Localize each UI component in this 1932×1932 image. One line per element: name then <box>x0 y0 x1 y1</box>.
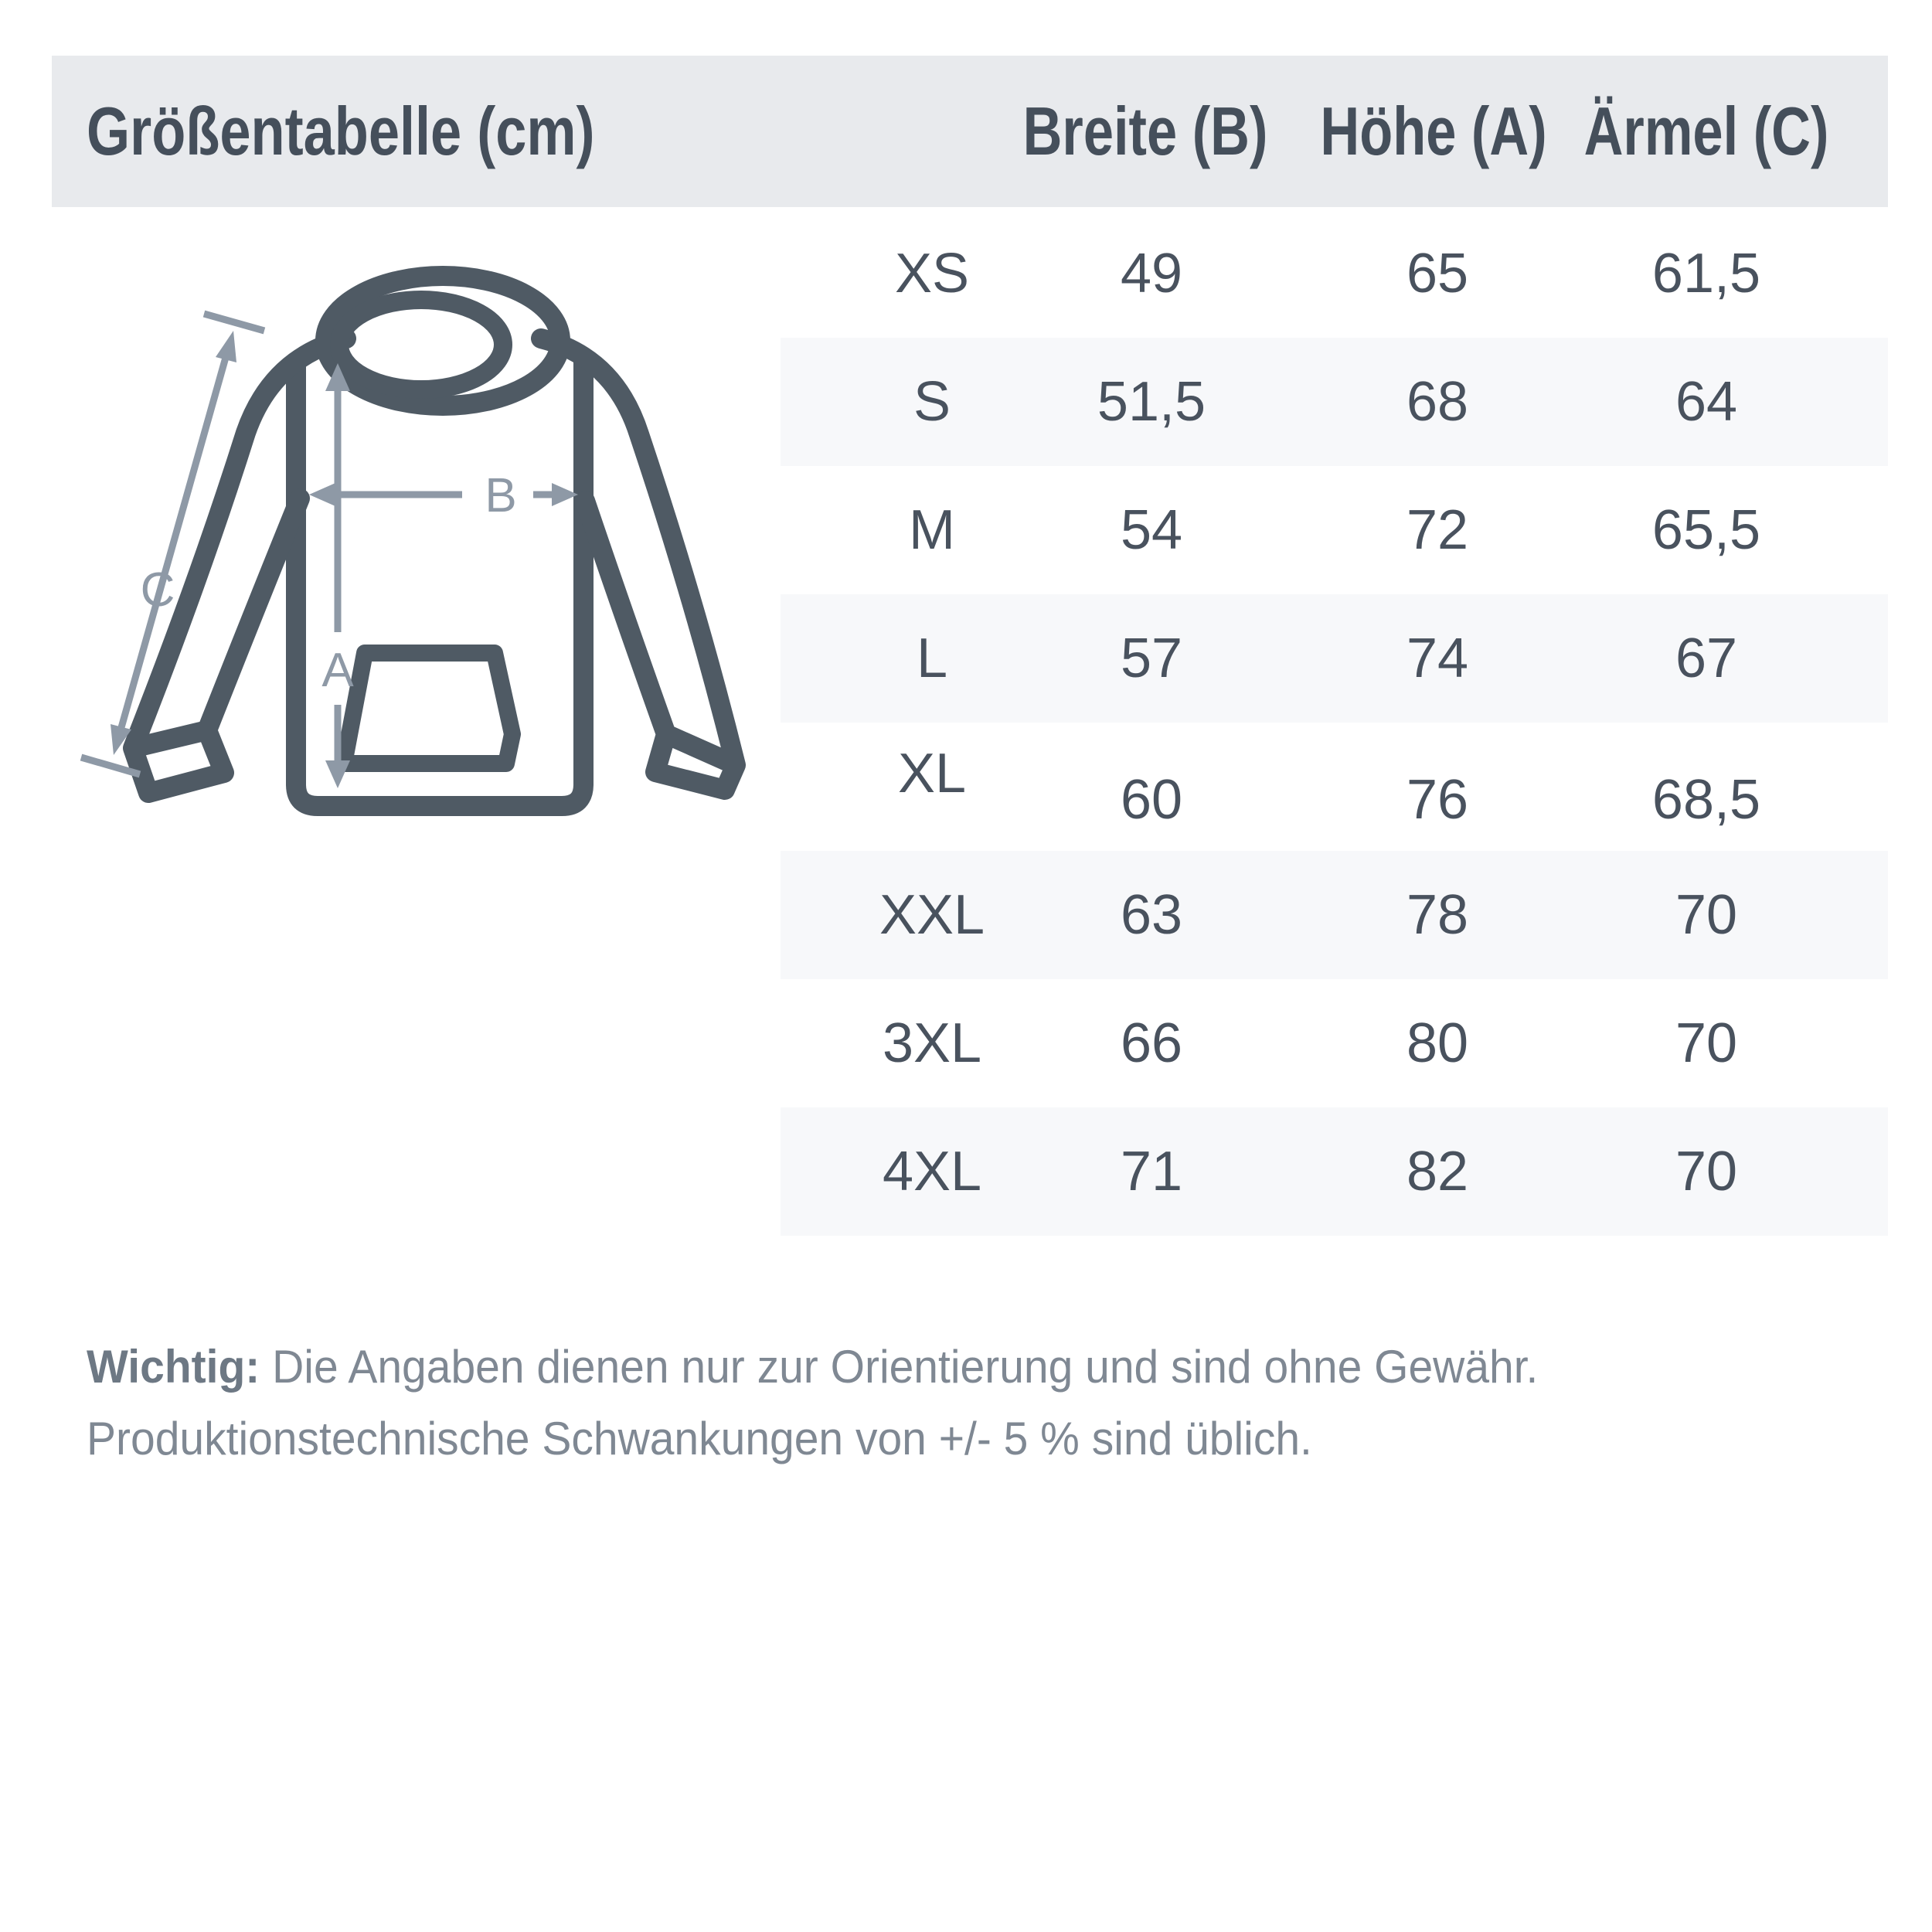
table-row-xxl <box>781 851 1888 979</box>
table-row-xl <box>781 723 1888 851</box>
breite-value: 49 <box>1120 243 1183 304</box>
page-title: Größentabelle (cm) <box>87 93 595 169</box>
hoehe-value: 76 <box>1406 769 1469 831</box>
aermel-value: 65,5 <box>1651 499 1761 561</box>
disclaimer-note <box>87 1331 1746 1475</box>
table-row-l <box>781 594 1888 723</box>
aermel-value: 70 <box>1675 1141 1738 1202</box>
breite-value: 54 <box>1120 499 1183 561</box>
hoehe-value: 78 <box>1406 884 1469 946</box>
aermel-value: 68,5 <box>1651 769 1761 831</box>
table-row-3xl <box>781 979 1888 1107</box>
table-row-m <box>781 466 1888 594</box>
table-row-s <box>781 338 1888 466</box>
breite-value: 71 <box>1120 1141 1183 1202</box>
table-row-4xl <box>781 1107 1888 1236</box>
breite-value: 63 <box>1120 884 1183 946</box>
size-label: XS <box>894 243 970 304</box>
size-label: M <box>909 499 955 561</box>
disclaimer-line1-rest: Die Angaben dienen nur zur Orientierung und sind ohne Gewähr. <box>260 1341 1539 1393</box>
breite-value: 60 <box>1120 769 1183 831</box>
label-a: A <box>321 644 354 697</box>
breite-value: 66 <box>1120 1012 1183 1074</box>
aermel-value: 70 <box>1675 1012 1738 1074</box>
column-header-aermel: Ärmel (C) <box>1583 93 1829 169</box>
label-b: B <box>485 469 517 522</box>
label-c: C <box>140 563 175 617</box>
hoehe-value: 65 <box>1406 243 1469 304</box>
size-table <box>781 209 1888 1236</box>
hoehe-value: 74 <box>1406 628 1469 689</box>
table-row-xs <box>781 209 1888 338</box>
size-label: 3XL <box>882 1012 982 1074</box>
breite-value: 51,5 <box>1097 371 1206 433</box>
size-label: XL <box>897 743 967 804</box>
size-label: L <box>916 628 948 689</box>
disclaimer-lead: Wichtig: <box>87 1341 260 1393</box>
breite-value: 57 <box>1120 628 1183 689</box>
column-header-hoehe: Höhe (A) <box>1320 93 1547 169</box>
column-header-breite: Breite (B) <box>1022 93 1268 169</box>
aermel-value: 67 <box>1675 628 1738 689</box>
sleeve-arrow-c <box>81 314 264 774</box>
hoehe-value: 82 <box>1406 1141 1469 1202</box>
hoehe-value: 80 <box>1406 1012 1469 1074</box>
size-label: S <box>913 371 951 433</box>
aermel-value: 70 <box>1675 884 1738 946</box>
hoehe-value: 72 <box>1406 499 1469 561</box>
aermel-value: 61,5 <box>1651 243 1761 304</box>
size-label: XXL <box>879 884 985 946</box>
disclaimer-line1 <box>87 1341 1538 1393</box>
hoodie-measurement-diagram <box>0 0 773 850</box>
aermel-value: 64 <box>1675 371 1738 433</box>
width-arrow-b <box>309 483 578 506</box>
size-label: 4XL <box>882 1141 982 1202</box>
hoehe-value: 68 <box>1406 371 1469 433</box>
disclaimer-line2: Produktionstechnische Schwankungen von +/- 5 % sind üblich. <box>87 1413 1312 1464</box>
